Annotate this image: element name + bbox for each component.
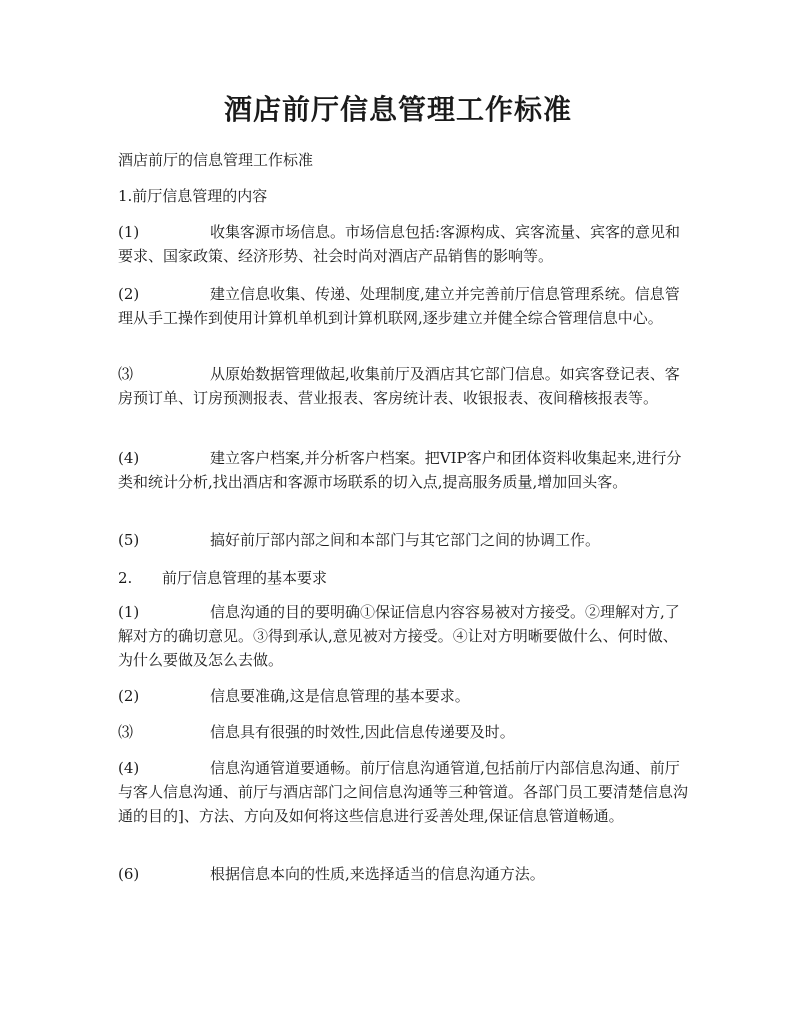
section-2-item-2 [118, 684, 688, 708]
item-text: 收集客源市场信息。市场信息包括:客源构成、宾客流量、宾客的意见和要求、国家政策、经济形势、社会时尚对酒店产品销售的影响等。 [118, 223, 681, 265]
section-title: 前厅信息管理的基本要求 [162, 569, 328, 587]
item-number: ⑶ [118, 723, 134, 741]
item-number: (1) [118, 223, 140, 241]
item-text: 信息要准确,这是信息管理的基本要求。 [210, 687, 470, 705]
item-number: (2) [118, 285, 140, 303]
item-number: (4) [118, 759, 140, 777]
item-text: 建立客户档案,并分析客户档案。把VIP客户和团体资料收集起来,进行分类和统计分析,找出酒店和客源市场联系的切入点,提高服务质量,增加回头客。 [118, 449, 682, 491]
item-number: (6) [118, 865, 140, 883]
section-2-item-1 [118, 600, 688, 672]
item-text: 建立信息收集、传递、处理制度,建立并完善前厅信息管理系统。信息管理从手工操作到使用计算机单机到计算机联网,逐步建立并健全综合管理信息中心。 [118, 285, 680, 327]
item-number: (1) [118, 603, 140, 621]
item-number: ⑶ [118, 365, 134, 383]
item-text: 从原始数据管理做起,收集前厅及酒店其它部门信息。如宾客登记表、客房预订单、订房预测报表、营业报表、客房统计表、收银报表、夜间稽核报表等。 [118, 365, 680, 407]
item-text: 信息沟通管道要通畅。前厅信息沟通管道,包括前厅内部信息沟通、前厅与客人信息沟通、前厅与酒店部门之间信息沟通等三种管道。各部门员工要清楚信息沟通的目的]、方法、方向及如何将这些信息进行妥善处理,保证信息管道畅通。 [118, 759, 689, 825]
section-2-heading [118, 568, 688, 588]
item-text: 信息具有很强的时效性,因此信息传递要及时。 [210, 723, 515, 741]
item-number: (5) [118, 531, 140, 549]
section-1-item-3 [118, 362, 688, 410]
section-2-item-5 [118, 862, 688, 886]
document-title: 酒店前厅信息管理工作标准 [223, 93, 572, 126]
document-subtitle: 酒店前厅的信息管理工作标准 [118, 151, 314, 169]
section-2-item-3 [118, 720, 688, 744]
section-1-item-4 [118, 446, 688, 494]
item-text: 信息沟通的目的要明确①保证信息内容容易被对方接受。②理解对方,了解对方的确切意见。③得到承认,意见被对方接受。④让对方明晰要做什么、何时做、为什么要做及怎么去做。 [118, 603, 680, 669]
item-text: 搞好前厅部内部之间和本部门与其它部门之间的协调工作。 [210, 531, 601, 549]
section-number: 2. [118, 569, 133, 587]
item-text: 根据信息本向的性质,来选择适当的信息沟通方法。 [210, 865, 545, 883]
item-number: (2) [118, 687, 140, 705]
section-1-heading: 1.前厅信息管理的内容 [118, 187, 268, 205]
section-1-item-5 [118, 528, 688, 552]
section-2-item-4 [118, 756, 688, 828]
section-1-item-1 [118, 220, 688, 268]
section-1-item-2 [118, 282, 688, 330]
item-number: (4) [118, 449, 140, 467]
